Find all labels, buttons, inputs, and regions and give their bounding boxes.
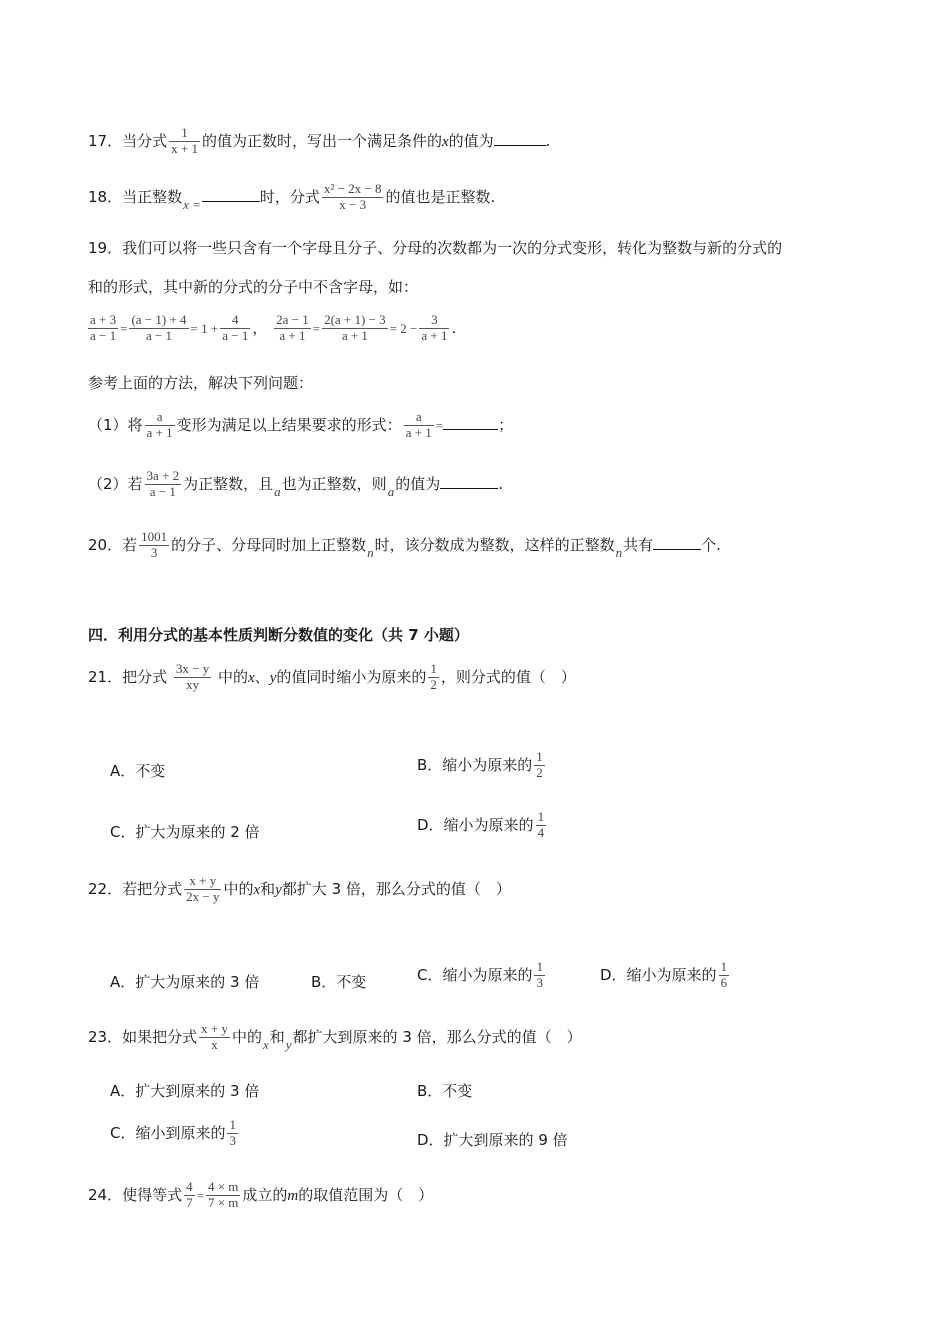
answer-blank[interactable] [494, 144, 546, 146]
numerator: (a − 1) + 4 [131, 312, 187, 327]
fraction [274, 313, 311, 344]
text: ， [252, 318, 268, 337]
option-23-c[interactable] [110, 1118, 240, 1149]
variable: x [441, 133, 449, 150]
variable: n [367, 544, 374, 560]
variable: n [615, 544, 623, 560]
text: 和 [260, 879, 276, 898]
numerator: 1 [536, 749, 543, 764]
fraction [174, 662, 211, 693]
numerator: 3 [431, 312, 438, 327]
denominator: 2x − y [186, 888, 220, 904]
text: . [545, 131, 551, 150]
text: 、 [254, 667, 270, 686]
text: 变形为满足以上结果要求的形式： [176, 415, 402, 434]
denominator: 7 [186, 1194, 193, 1210]
text: 如果把分式 [122, 1027, 198, 1046]
fraction [220, 313, 250, 344]
denominator: x − 3 [322, 197, 384, 213]
option-text: C．缩小为原来的 [417, 965, 533, 984]
text: 的取值范围为（ ） [298, 1185, 434, 1204]
text: 中的 [231, 1027, 262, 1046]
fraction [536, 810, 547, 841]
numerator: x² − 2x − 8 [323, 181, 382, 196]
numerator: a [415, 409, 422, 424]
part-label: （1）将 [88, 415, 143, 434]
option-22-a[interactable]: A．扩大为原来的 3 倍 [110, 973, 260, 991]
answer-blank[interactable] [202, 200, 260, 202]
text: 都扩大 3 倍，那么分式的值（ ） [281, 879, 511, 898]
fraction [184, 1180, 195, 1211]
variable: a [387, 483, 395, 499]
denominator: a + 1 [146, 424, 173, 440]
fraction [199, 1022, 230, 1053]
text: 和 [269, 1027, 285, 1046]
option-21-b[interactable] [417, 750, 547, 781]
question-19-reference [88, 376, 313, 391]
numerator: a + 3 [90, 312, 117, 327]
text: 个. [701, 535, 721, 554]
question-19-examples [86, 313, 456, 344]
text: 和的形式，其中新的分式的分子中不含字母，如： [88, 278, 419, 296]
text: 我们可以将一些只含有一个字母且分子、分母的次数都为一次的分式变形，转化为整数与新的分式的 [122, 239, 783, 257]
fraction [428, 662, 439, 693]
question-19-line2 [88, 280, 418, 295]
fraction [145, 410, 175, 441]
question-19-line1 [88, 241, 782, 256]
denominator: 3 [536, 974, 543, 990]
fraction [145, 469, 182, 500]
text: 中的 [218, 667, 249, 686]
part-label: （2）若 [88, 474, 143, 493]
fraction [169, 126, 200, 157]
question-number: 21． [88, 667, 123, 686]
numerator: x + y [189, 873, 217, 888]
answer-blank[interactable] [440, 487, 498, 489]
text: 当正整数 [122, 187, 183, 206]
denominator: a − 1 [222, 327, 249, 343]
text: ； [498, 415, 514, 434]
fraction [322, 182, 384, 213]
text: 也为正整数，则 [281, 474, 387, 493]
variable: y [285, 1036, 292, 1052]
question-number: 18． [88, 187, 123, 206]
question-19-part2 [88, 469, 503, 500]
question-number: 17． [88, 131, 123, 150]
numerator: 1 [720, 959, 728, 974]
fraction [88, 313, 118, 344]
numerator: 1 [537, 809, 545, 824]
text: 时，该分数成为整数，这样的正整数 [374, 535, 615, 554]
fraction [404, 410, 434, 441]
text: 的值为 [448, 131, 494, 150]
variable: m [287, 1187, 299, 1204]
fraction [139, 530, 169, 561]
option-22-d[interactable] [600, 960, 731, 991]
denominator: 3 [229, 1132, 236, 1148]
numerator: 2(a + 1) − 3 [324, 312, 386, 327]
answer-blank[interactable] [443, 428, 498, 430]
question-17 [88, 126, 550, 157]
fraction [719, 960, 730, 991]
numerator: x + y [201, 1021, 228, 1036]
question-number: 23． [88, 1027, 123, 1046]
denominator: x [199, 1037, 230, 1053]
text: 若 [122, 535, 138, 554]
denominator: 4 [537, 824, 545, 840]
fraction [534, 960, 545, 991]
question-24 [88, 1180, 433, 1211]
numerator: 3a + 2 [146, 468, 180, 483]
text: 的值为正数时，写出一个满足条件的 [201, 131, 442, 150]
text: 的值也是正整数. [385, 187, 496, 206]
option-23-a[interactable]: A．扩大到原来的 3 倍 [110, 1082, 260, 1100]
denominator: 2 [536, 764, 543, 780]
text: 都扩大到原来的 3 倍，那么分式的值（ ） [292, 1027, 582, 1046]
fraction [184, 874, 221, 905]
denominator: a − 1 [129, 328, 188, 344]
equals: = [435, 417, 444, 433]
variable: x = [183, 196, 201, 212]
denominator: a − 1 [145, 484, 182, 500]
text: 若把分式 [122, 879, 183, 898]
option-text: D．缩小为原来的 [417, 815, 534, 834]
option-21-a[interactable]: A．不变 [110, 762, 166, 780]
text: . [451, 318, 457, 337]
option-22-b[interactable]: B．不变 [311, 973, 367, 991]
option-text: C．缩小到原来的 [110, 1123, 226, 1142]
option-21-c[interactable]: C．扩大为原来的 2 倍 [110, 823, 260, 841]
text: 的值同时缩小为原来的 [276, 667, 427, 686]
numerator: a [156, 409, 163, 424]
denominator: 6 [720, 974, 728, 990]
numerator: 1 [229, 1117, 236, 1132]
text: 的值为 [395, 474, 441, 493]
denominator: 2 [430, 676, 437, 692]
question-number: 19． [88, 239, 123, 257]
question-18 [88, 182, 495, 213]
text: 参考上面的方法，解决下列问题： [88, 374, 314, 392]
question-number: 24． [88, 1185, 123, 1204]
equals: = [312, 320, 321, 336]
variable: x [262, 1036, 269, 1052]
text: 当分式 [122, 131, 168, 150]
option-text: B．缩小为原来的 [417, 755, 533, 774]
variable: y [269, 669, 277, 686]
answer-blank[interactable] [653, 548, 701, 550]
text: ，则分式的值（ ） [440, 667, 576, 686]
numerator: 1 [536, 959, 543, 974]
text: 为正整数，且 [183, 474, 274, 493]
text: 的分子、分母同时加上正整数 [171, 535, 367, 554]
equals: = [196, 1187, 204, 1203]
denominator: x + 1 [171, 140, 198, 156]
equals: = 1 + [190, 320, 219, 336]
numerator: 4 [232, 312, 239, 327]
fraction [534, 750, 545, 781]
option-22-c[interactable] [417, 960, 547, 991]
option-23-b[interactable]: B．不变 [417, 1082, 473, 1100]
equals: = [120, 320, 128, 336]
fraction [419, 313, 449, 344]
text: 把分式 [122, 667, 168, 686]
text: 使得等式 [122, 1185, 183, 1204]
fraction [206, 1180, 240, 1211]
denominator: a + 1 [405, 424, 432, 440]
denominator: a + 1 [322, 328, 388, 344]
variable: y [275, 881, 282, 898]
question-22 [88, 874, 511, 905]
question-19-part1 [88, 410, 513, 441]
numerator: 3x − y [175, 661, 210, 676]
fraction [227, 1118, 238, 1149]
question-number: 22． [88, 879, 123, 898]
numerator: 1 [181, 125, 188, 140]
denominator: a − 1 [90, 327, 117, 343]
text: 时，分式 [259, 187, 320, 206]
numerator: 2a − 1 [276, 312, 309, 327]
option-text: D．缩小为原来的 [600, 965, 717, 984]
text: 成立的 [242, 1185, 288, 1204]
question-20 [88, 530, 721, 561]
variable: x [248, 669, 255, 686]
numerator: 1 [430, 661, 437, 676]
numerator: 4 [186, 1179, 193, 1194]
text: 共有 [623, 535, 654, 554]
fraction [322, 313, 388, 344]
variable: x [253, 881, 261, 898]
denominator: 3 [139, 545, 169, 561]
fraction [129, 313, 188, 344]
denominator: 7 × m [207, 1194, 239, 1210]
option-21-d[interactable] [417, 810, 548, 841]
text: 中的 [223, 879, 254, 898]
denominator: a + 1 [274, 328, 311, 344]
question-number: 20． [88, 535, 123, 554]
option-23-d[interactable]: D．扩大到原来的 9 倍 [417, 1131, 568, 1149]
section-heading: 四．利用分式的基本性质判断分数值的变化（共 7 小题） [88, 626, 469, 644]
numerator: 1001 [141, 529, 168, 544]
equals: = 2 − [389, 320, 418, 336]
denominator: xy [174, 677, 211, 693]
question-21 [88, 662, 576, 693]
question-23 [88, 1022, 582, 1053]
text: . [498, 474, 503, 493]
denominator: a + 1 [421, 327, 448, 343]
variable: a [274, 483, 281, 499]
numerator: 4 × m [207, 1179, 239, 1194]
